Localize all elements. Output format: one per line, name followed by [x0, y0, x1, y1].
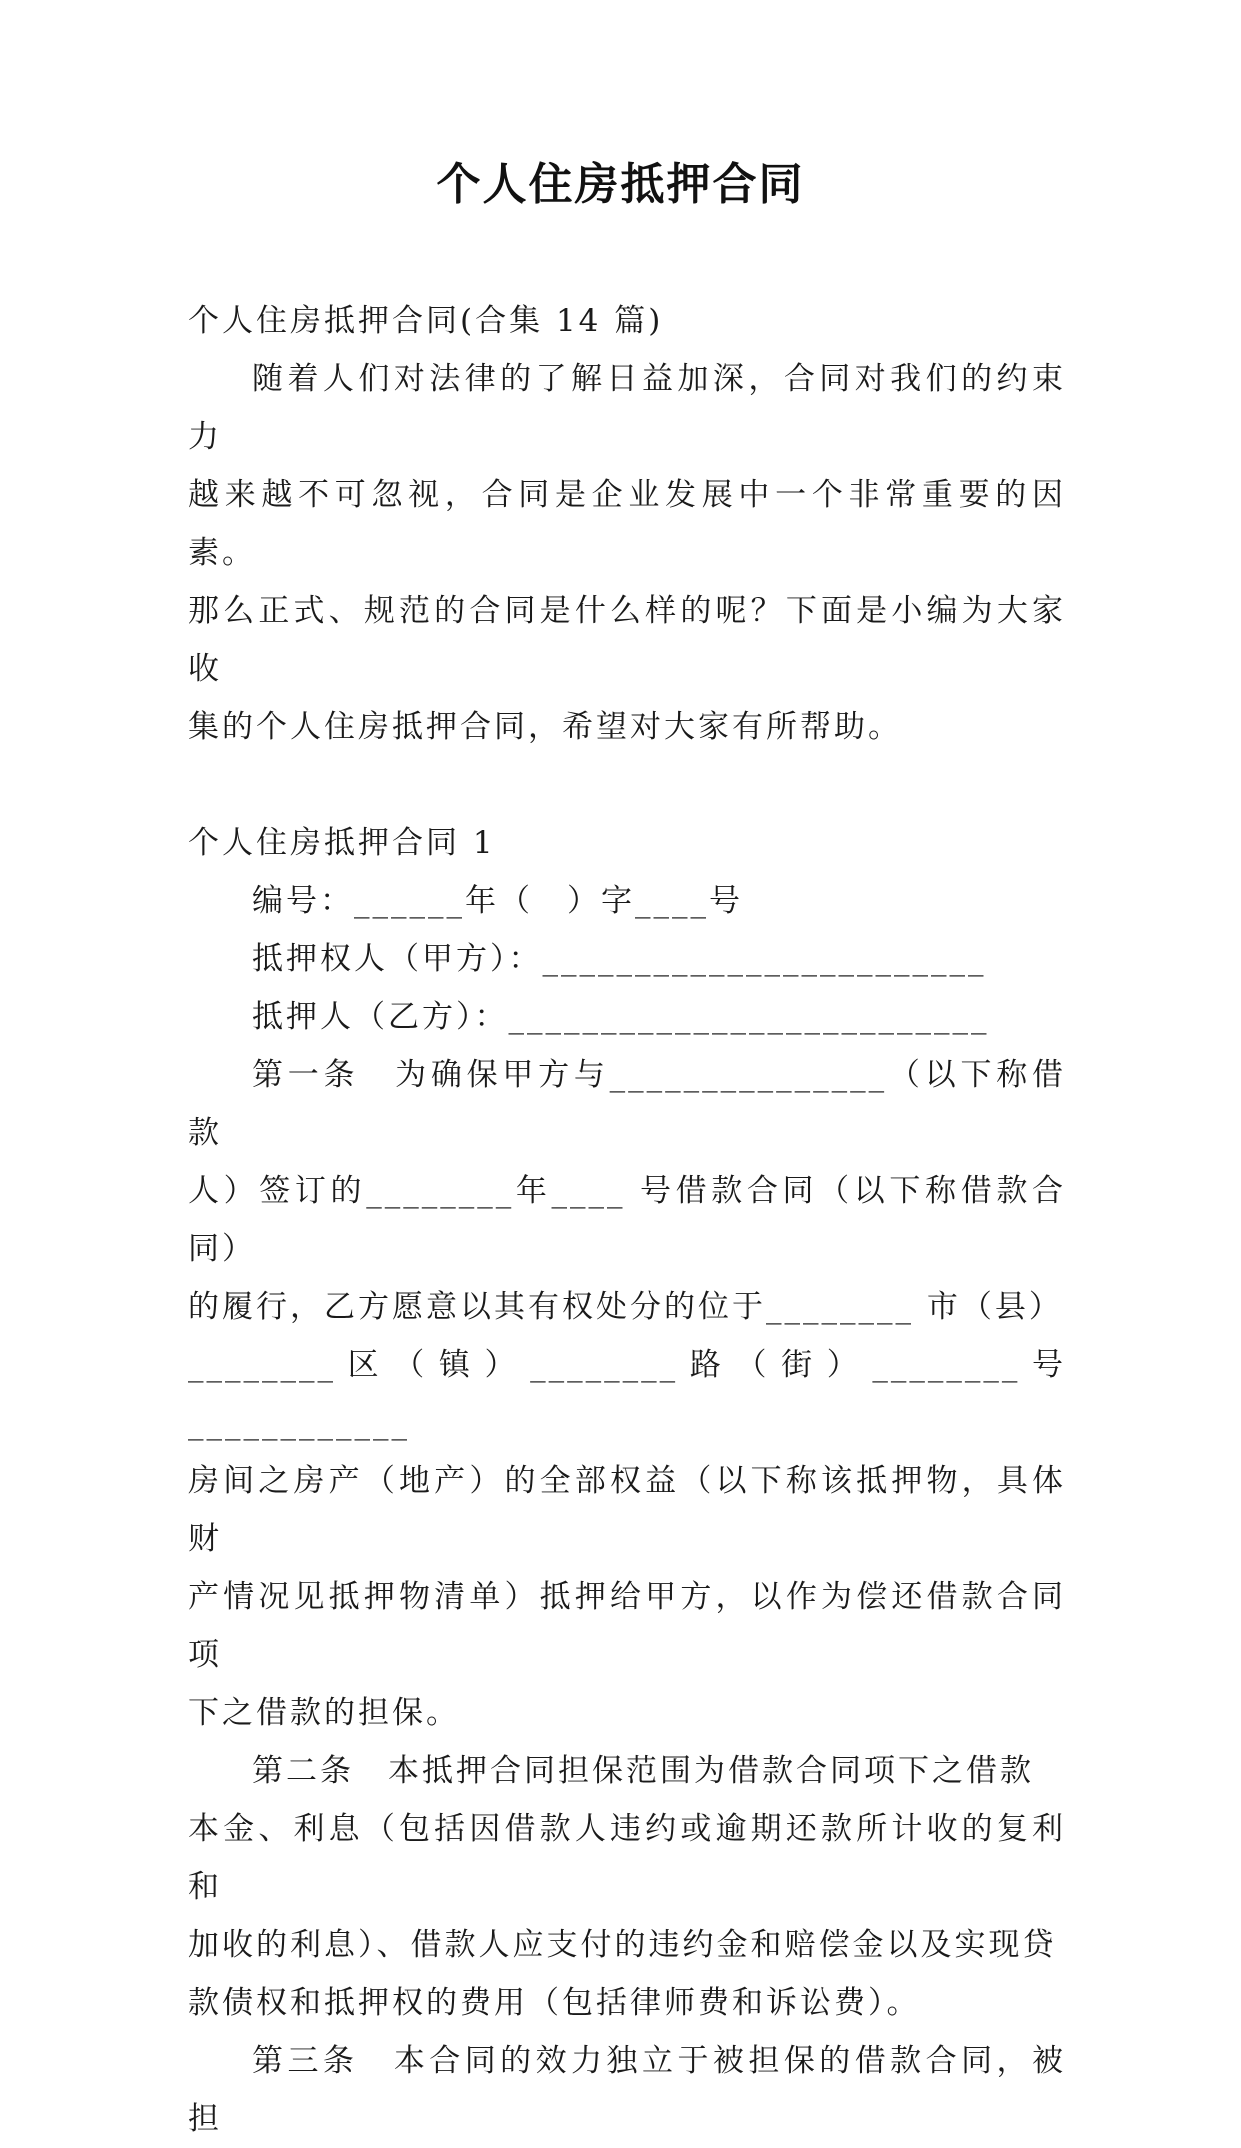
article-3-line: 第三条 本合同的效力独立于被担保的借款合同，被担: [188, 2043, 1066, 2137]
collection-subtitle: 个人住房抵押合同(合集 14 篇): [188, 303, 664, 339]
article-2-line: 本金、利息（包括因借款人违约或逾期还款所计收的复利和: [188, 1811, 1066, 1905]
article-1-line: 第一条 为确保甲方与_______________（以下称借款: [188, 1057, 1066, 1151]
article-1-line: 的履行，乙方愿意以其有权处分的位于________ 市（县）: [188, 1289, 1063, 1325]
article-1-line: 人）签订的________年____ 号借款合同（以下称借款合同）: [188, 1173, 1066, 1267]
mortgagor-line: 抵押人（乙方）：__________________________: [252, 999, 990, 1035]
document-body: [188, 292, 1066, 2148]
article-1-line: 下之借款的担保。: [188, 1695, 460, 1731]
intro-line: 越来越不可忽视，合同是企业发展中一个非常重要的因素。: [188, 477, 1066, 571]
article-2-line: 款债权和抵押权的费用（包括律师费和诉讼费）。: [188, 1985, 921, 2021]
article-1-line: 产情况见抵押物清单）抵押给甲方，以作为偿还借款合同项: [188, 1579, 1066, 1673]
section-heading: 个人住房抵押合同 1: [188, 825, 496, 861]
contract-number-line: 编号：______年（ ）字____号: [252, 883, 743, 919]
intro-line: 那么正式、规范的合同是什么样的呢？下面是小编为大家收: [188, 593, 1066, 687]
article-2-line: 第二条 本抵押合同担保范围为借款合同项下之借款: [252, 1753, 1034, 1789]
intro-line: 随着人们对法律的了解日益加深，合同对我们的约束力: [188, 361, 1066, 455]
article-2-line: 加收的利息）、借款人应支付的违约金和赔偿金以及实现贷: [188, 1927, 1057, 1963]
article-1-line: 房间之房产（地产）的全部权益（以下称该抵押物，具体财: [188, 1463, 1066, 1557]
mortgagee-line: 抵押权人（甲方）：________________________: [252, 941, 987, 977]
intro-line: 集的个人住房抵押合同，希望对大家有所帮助。: [188, 709, 902, 745]
spacer: [188, 756, 1066, 814]
article-1-line: ________区（镇）________路（街）________号 ____________: [188, 1347, 1066, 1441]
document-title: 个人住房抵押合同: [436, 159, 805, 210]
